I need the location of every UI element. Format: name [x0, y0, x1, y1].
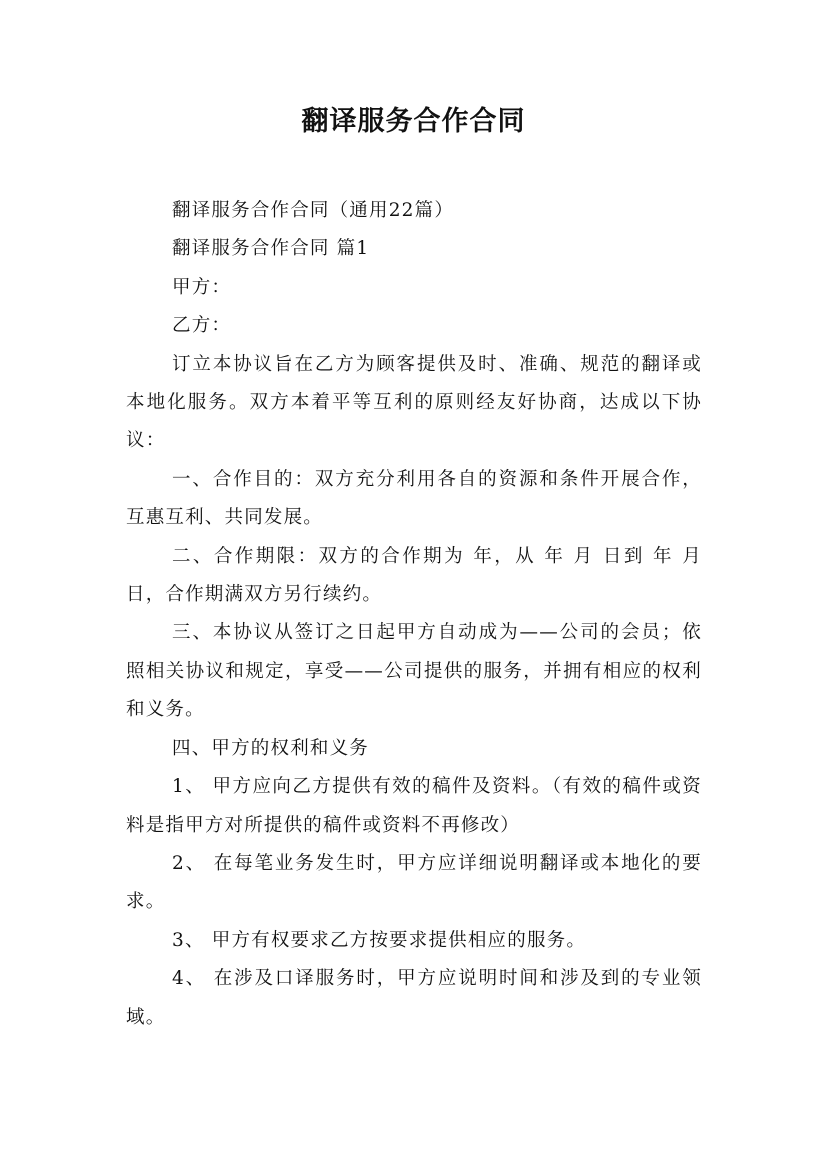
- document-title: 翻译服务合作合同: [301, 106, 526, 137]
- paragraph-clause-1: 一、合作目的：双方充分利用各自的资源和条件开展合作，互惠互利、共同发展。: [126, 468, 702, 529]
- paragraph-chapter-heading: 翻译服务合作合同 篇1: [172, 238, 370, 260]
- paragraph-preamble: 订立本协议旨在乙方为顾客提供及时、准确、规范的翻译或本地化服务。双方本着平等互利的原则经友好协商，达成以下协议：: [126, 353, 702, 452]
- paragraph-item-2: 2、 在每笔业务发生时，甲方应详细说明翻译或本地化的要求。: [126, 852, 702, 913]
- paragraph-subtitle: 翻译服务合作合同（通用22篇）: [172, 200, 455, 221]
- paragraph-clause-3: 三、本协议从签订之日起甲方自动成为——公司的会员；依照相关协议和规定，享受——公司提供的服务，并拥有相应的权利和义务。: [126, 622, 702, 721]
- paragraph-item-4: 4、 在涉及口译服务时，甲方应说明时间和涉及到的专业领域。: [126, 968, 702, 1028]
- paragraph-clause-2: 二、合作期限：双方的合作期为 年，从 年 月 日到 年 月 日，合作期满双方另行续约。: [126, 545, 702, 606]
- paragraph-item-1: 1、 甲方应向乙方提供有效的稿件及资料。（有效的稿件或资料是指甲方对所提供的稿件或资料不再修改）: [126, 776, 702, 836]
- paragraph-party-a: 甲方：: [172, 276, 232, 298]
- paragraph-clause-4-heading: 四、甲方的权利和义务: [172, 737, 370, 759]
- paragraph-party-b: 乙方：: [172, 315, 232, 337]
- paragraph-item-3: 3、 甲方有权要求乙方按要求提供相应的服务。: [172, 929, 587, 951]
- document-body: [126, 192, 702, 1037]
